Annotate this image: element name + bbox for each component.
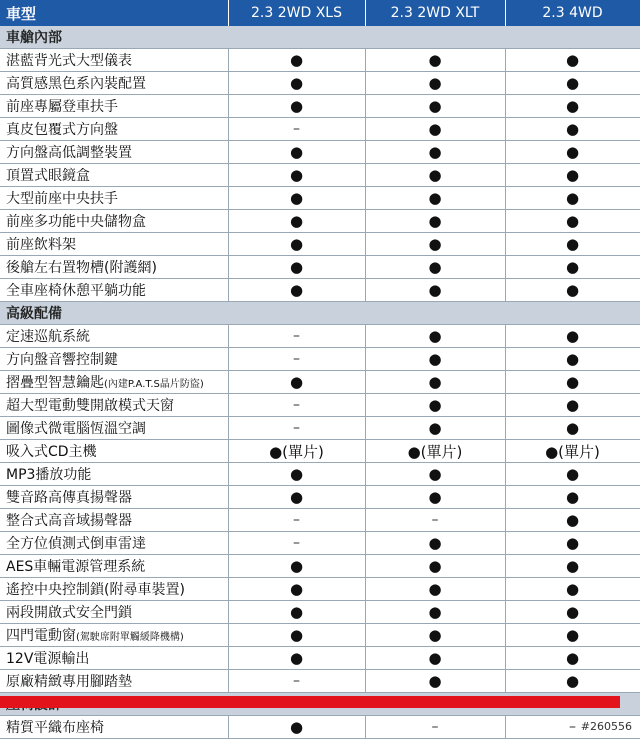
- feature-name: 超大型電動雙開啟模式天窗: [6, 398, 174, 414]
- feature-name: 四門電動窗: [6, 628, 76, 644]
- equipped-cell: ●: [365, 624, 505, 647]
- table-row: [0, 440, 640, 463]
- feature-label: [0, 417, 228, 440]
- table-row: [0, 578, 640, 601]
- table-row: [0, 670, 640, 693]
- table-row: [0, 233, 640, 256]
- feature-name: 真皮包覆式方向盤: [6, 122, 118, 138]
- equipped-cell: ●: [365, 210, 505, 233]
- equipped-cell: ●: [228, 187, 365, 210]
- feature-name: 後艙左右置物槽(附護網): [6, 260, 157, 276]
- feature-label: [0, 532, 228, 555]
- equipped-cell: ●: [505, 325, 640, 348]
- feature-name: 兩段開啟式安全門鎖: [6, 605, 132, 621]
- table-row: [0, 164, 640, 187]
- table-row: [0, 256, 640, 279]
- feature-name: 圖像式微電腦恆溫空調: [6, 421, 146, 437]
- watermark: #260556: [580, 720, 632, 733]
- feature-name: 前座多功能中央儲物盒: [6, 214, 146, 230]
- equipped-cell: ●: [365, 348, 505, 371]
- equipped-cell: ●: [505, 624, 640, 647]
- equipped-cell: ●: [505, 256, 640, 279]
- feature-note: (內建P.A.T.S晶片防盜): [104, 379, 204, 390]
- equipped-cell: ●: [228, 486, 365, 509]
- not-available-cell: –: [228, 348, 365, 371]
- table-row: [0, 417, 640, 440]
- not-available-cell: –: [228, 394, 365, 417]
- feature-name: 頂置式眼鏡盒: [6, 168, 90, 184]
- equipped-cell: ●: [505, 72, 640, 95]
- feature-name: AES車輛電源管理系統: [6, 559, 146, 575]
- feature-label: [0, 647, 228, 670]
- table-row: [0, 210, 640, 233]
- equipped-cell: ●: [505, 486, 640, 509]
- equipped-cell: ●: [505, 647, 640, 670]
- table-row: [0, 118, 640, 141]
- feature-name: MP3播放功能: [6, 467, 92, 483]
- not-available-cell: –: [228, 670, 365, 693]
- equipped-cell: ●: [228, 210, 365, 233]
- feature-label: [0, 624, 228, 647]
- equipped-cell: ●: [365, 463, 505, 486]
- equipped-cell: ●: [228, 555, 365, 578]
- equipped-cell: ●: [365, 647, 505, 670]
- equipped-cell: ●: [228, 256, 365, 279]
- equipped-cell: ●: [505, 371, 640, 394]
- equipped-cell: ●: [505, 578, 640, 601]
- equipped-cell: ●: [365, 118, 505, 141]
- equipped-cell: ●(單片): [228, 440, 365, 463]
- table-row: [0, 716, 640, 739]
- feature-name: 全方位偵測式倒車雷達: [6, 536, 146, 552]
- equipped-cell: ●: [365, 279, 505, 302]
- equipped-cell: ●: [505, 509, 640, 532]
- feature-label: [0, 509, 228, 532]
- header-label: 車型: [0, 0, 228, 26]
- equipped-cell: ●: [228, 647, 365, 670]
- feature-name: 12V電源輸出: [6, 651, 90, 667]
- equipped-cell: ●: [505, 463, 640, 486]
- equipped-cell: ●: [365, 371, 505, 394]
- equipped-cell: ●: [228, 49, 365, 72]
- equipped-cell: ●: [228, 716, 365, 739]
- section-header: [0, 26, 640, 49]
- not-available-cell: –: [505, 716, 640, 739]
- feature-label: [0, 118, 228, 141]
- feature-label: [0, 256, 228, 279]
- equipped-cell: ●: [228, 141, 365, 164]
- feature-name: 整合式高音域揚聲器: [6, 513, 132, 529]
- equipped-cell: ●: [505, 141, 640, 164]
- feature-label: [0, 95, 228, 118]
- equipped-cell: ●: [505, 532, 640, 555]
- feature-label: [0, 440, 228, 463]
- feature-name: 全車座椅休憩平躺功能: [6, 283, 146, 299]
- table-row: [0, 95, 640, 118]
- table-row: [0, 486, 640, 509]
- feature-note: (駕駛席附單觸緩降機構): [76, 632, 184, 643]
- equipped-cell: ●: [505, 233, 640, 256]
- feature-name: 高質感黑色系內裝配置: [6, 76, 146, 92]
- equipped-cell: ●(單片): [365, 440, 505, 463]
- feature-label: [0, 141, 228, 164]
- equipped-cell: ●: [505, 601, 640, 624]
- equipped-cell: ●: [365, 555, 505, 578]
- feature-name: 定速巡航系統: [6, 329, 90, 345]
- feature-label: [0, 325, 228, 348]
- equipped-cell: ●: [365, 49, 505, 72]
- feature-label: [0, 72, 228, 95]
- feature-name: 雙音路高傳真揚聲器: [6, 490, 132, 506]
- equipped-cell: ●: [228, 578, 365, 601]
- not-available-cell: –: [228, 417, 365, 440]
- not-available-cell: –: [228, 532, 365, 555]
- table-row: [0, 72, 640, 95]
- equipped-cell: ●: [505, 670, 640, 693]
- equipped-cell: ●: [505, 164, 640, 187]
- feature-name: 前座飲料架: [6, 237, 76, 253]
- feature-label: [0, 578, 228, 601]
- equipped-cell: ●: [505, 555, 640, 578]
- feature-name: 摺疊型智慧鑰匙: [6, 375, 104, 391]
- equipped-cell: ●: [365, 601, 505, 624]
- table-row: [0, 601, 640, 624]
- table-row: [0, 394, 640, 417]
- header-row: [0, 0, 640, 26]
- feature-name: 方向盤音響控制鍵: [6, 352, 118, 368]
- equipped-cell: ●: [365, 233, 505, 256]
- feature-name: 遙控中央控制鎖(附尋車裝置): [6, 582, 185, 598]
- feature-label: [0, 670, 228, 693]
- feature-name: 大型前座中央扶手: [6, 191, 118, 207]
- equipped-cell: ●: [228, 624, 365, 647]
- equipped-cell: ●: [228, 371, 365, 394]
- feature-name: 方向盤高低調整裝置: [6, 145, 132, 161]
- header-model-1: 2.3 2WD XLS: [228, 0, 365, 26]
- feature-label: [0, 601, 228, 624]
- table-row: [0, 187, 640, 210]
- table-row: [0, 49, 640, 72]
- table-row: [0, 325, 640, 348]
- equipped-cell: ●: [505, 95, 640, 118]
- table-row: [0, 141, 640, 164]
- equipped-cell: ●: [365, 164, 505, 187]
- equipped-cell: ●: [505, 210, 640, 233]
- feature-label: [0, 371, 228, 394]
- equipped-cell: ●(單片): [505, 440, 640, 463]
- equipped-cell: ●: [505, 279, 640, 302]
- equipped-cell: ●: [365, 417, 505, 440]
- section-header: [0, 302, 640, 325]
- equipped-cell: ●: [365, 486, 505, 509]
- feature-label: [0, 555, 228, 578]
- equipped-cell: ●: [228, 95, 365, 118]
- table-row: [0, 371, 640, 394]
- not-available-cell: –: [365, 716, 505, 739]
- feature-label: [0, 348, 228, 371]
- equipped-cell: ●: [228, 601, 365, 624]
- feature-label: [0, 394, 228, 417]
- not-available-cell: –: [365, 509, 505, 532]
- equipped-cell: ●: [365, 72, 505, 95]
- equipped-cell: ●: [505, 417, 640, 440]
- table-row: [0, 532, 640, 555]
- feature-label: [0, 187, 228, 210]
- equipped-cell: ●: [365, 532, 505, 555]
- feature-name: 湛藍背光式大型儀表: [6, 53, 132, 69]
- section-title: 高級配備: [0, 302, 640, 325]
- feature-label: [0, 463, 228, 486]
- feature-label: [0, 210, 228, 233]
- equipped-cell: ●: [505, 49, 640, 72]
- feature-label: [0, 233, 228, 256]
- table-row: [0, 555, 640, 578]
- table-row: [0, 647, 640, 670]
- feature-label: [0, 486, 228, 509]
- equipped-cell: ●: [505, 187, 640, 210]
- equipped-cell: ●: [365, 394, 505, 417]
- header-model-3: 2.3 4WD: [505, 0, 640, 26]
- equipped-cell: ●: [365, 256, 505, 279]
- equipped-cell: ●: [228, 72, 365, 95]
- equipped-cell: ●: [505, 394, 640, 417]
- section-title: 車艙內部: [0, 26, 640, 49]
- equipped-cell: ●: [365, 578, 505, 601]
- feature-name: 前座專屬登車扶手: [6, 99, 118, 115]
- table-row: [0, 463, 640, 486]
- not-available-cell: –: [228, 509, 365, 532]
- equipped-cell: ●: [505, 118, 640, 141]
- not-available-cell: –: [228, 325, 365, 348]
- feature-label: [0, 716, 228, 739]
- not-available-cell: –: [228, 118, 365, 141]
- highlight-bar: [0, 696, 620, 708]
- equipped-cell: ●: [365, 670, 505, 693]
- equipped-cell: ●: [228, 279, 365, 302]
- equipped-cell: ●: [228, 233, 365, 256]
- equipped-cell: ●: [365, 187, 505, 210]
- table-row: [0, 279, 640, 302]
- equipped-cell: ●: [365, 141, 505, 164]
- table-row: [0, 624, 640, 647]
- feature-name: 吸入式CD主機: [6, 444, 97, 460]
- feature-label: [0, 279, 228, 302]
- header-model-2: 2.3 2WD XLT: [365, 0, 505, 26]
- feature-name: 原廠精緻專用腳踏墊: [6, 674, 132, 690]
- equipped-cell: ●: [365, 325, 505, 348]
- table-row: [0, 509, 640, 532]
- equipped-cell: ●: [228, 463, 365, 486]
- feature-name: 精質平織布座椅: [6, 720, 104, 736]
- feature-label: [0, 164, 228, 187]
- equipped-cell: ●: [365, 95, 505, 118]
- equipped-cell: ●: [228, 164, 365, 187]
- table-row: [0, 348, 640, 371]
- equipped-cell: ●: [505, 348, 640, 371]
- feature-label: [0, 49, 228, 72]
